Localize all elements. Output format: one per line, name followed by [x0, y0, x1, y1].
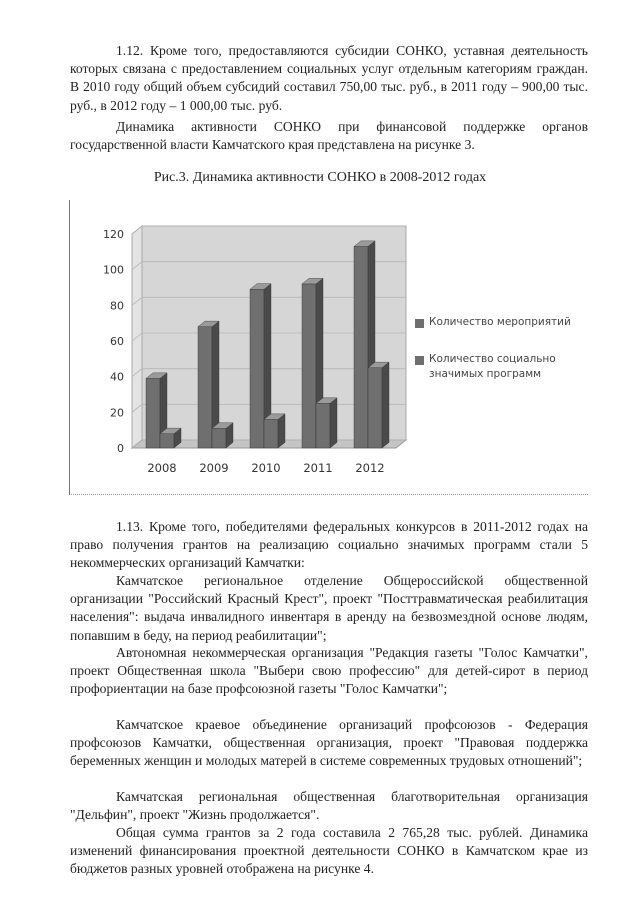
bar-events-2010-front — [250, 289, 264, 448]
bar-programs-2012-side — [382, 362, 389, 448]
y-tick-label-120: 120 — [103, 228, 124, 241]
chart-legend — [415, 315, 585, 404]
bar-programs-2009-front — [212, 428, 226, 448]
y-tick-label-40: 40 — [110, 370, 124, 384]
x-tick-label-2009: 2009 — [199, 461, 229, 475]
y-tick-label-0: 0 — [117, 442, 124, 455]
x-tick-label-2010: 2010 — [251, 461, 281, 475]
bar-programs-2010-front — [264, 419, 278, 448]
legend-label-events: Количество мероприятий — [429, 316, 571, 328]
figure-caption: Рис.3. Динамика активности СОНКО в 2008-2012 годах — [153, 170, 487, 185]
bar-programs-2011-side — [330, 398, 337, 448]
y-tick-label-60: 60 — [110, 335, 124, 348]
bar-programs-2011-front — [316, 403, 330, 448]
bar-events-2011-front — [302, 284, 316, 448]
bar-events-2012-front — [354, 246, 368, 448]
y-tick-label-80: 80 — [110, 299, 124, 313]
bar-programs-2012-front — [368, 368, 382, 448]
x-tick-label-2011: 2011 — [303, 461, 333, 475]
legend-item-events — [415, 315, 585, 330]
x-tick-label-2008: 2008 — [147, 461, 177, 475]
x-tick-label-2012: 2012 — [355, 461, 385, 475]
paragraph-golos-kamchatki: Автономная некоммерческая организация "Редакция газеты "Голос Камчатки", проект Общественная школа "Выбери свою профессию" для детей-сирот в период профориентации на базе профсоюзной газеты "Голос Камчатки"; — [70, 645, 588, 697]
paragraph-dynamics-intro: Динамика активности СОНКО при финансовой поддержке органов государственной власти Камчатского края представлена на рисунке 3. — [70, 119, 588, 153]
bar-programs-2008-front — [160, 434, 174, 448]
legend-swatch-events — [415, 319, 424, 328]
chart-container — [69, 200, 588, 495]
paragraph-trade-unions: Камчатское краевое объединение организаций профсоюзов - Федерация профсоюзов Камчатки, общественная организация, проект "Правовая поддержка беременных женщин и молодых матерей в системе современных трудовых отношений"; — [70, 717, 588, 769]
paragraph-1-13: 1.13. Кроме того, победителями федеральных конкурсов в 2011-2012 годах на право получения грантов на реализацию социально значимых программ стали 5 некоммерческих организаций Камчатки: — [70, 519, 588, 571]
bar-events-2009-front — [198, 327, 212, 448]
paragraph-delfin: Камчатская региональная общественная благотворительная организация "Дельфин", проект "Жизнь продолжается". — [70, 789, 588, 823]
paragraph-1-12: 1.12. Кроме того, предоставляются субсидии СОНКО, уставная деятельность которых связана с предоставлением социальных услуг отдельным категориям граждан. В 2010 году общий объем субсидий составил 750,00 тыс. руб., в 2011 году – 900,00 тыс. руб., в 2012 году – 1 000,00 тыс. руб. — [70, 43, 588, 113]
legend-item-programs — [415, 352, 585, 382]
legend-swatch-programs — [415, 356, 424, 365]
y-tick-label-100: 100 — [103, 263, 124, 277]
paragraph-red-cross: Камчатское региональное отделение Общероссийской общественной организации "Российский Красный Крест", проект "Посттравматическая реабилитация населения": выдача инвалидного инвентаря в аренду на безвозмездной основе людям, попавшим в беду, на период реабилитации"; — [70, 573, 588, 643]
bar-events-2008-front — [146, 378, 160, 448]
paragraph-grants-total: Общая сумма грантов за 2 года составила 2 765,28 тыс. рублей. Динамика изменений финансирования проектной деятельности СОНКО в Камчатском крае из бюджетов разных уровней отображена на рисунке 4. — [70, 825, 588, 877]
legend-label-programs: Количество социально значимых программ — [429, 353, 556, 380]
y-tick-label-20: 20 — [110, 406, 124, 420]
bar-programs-2010-side — [278, 414, 285, 448]
